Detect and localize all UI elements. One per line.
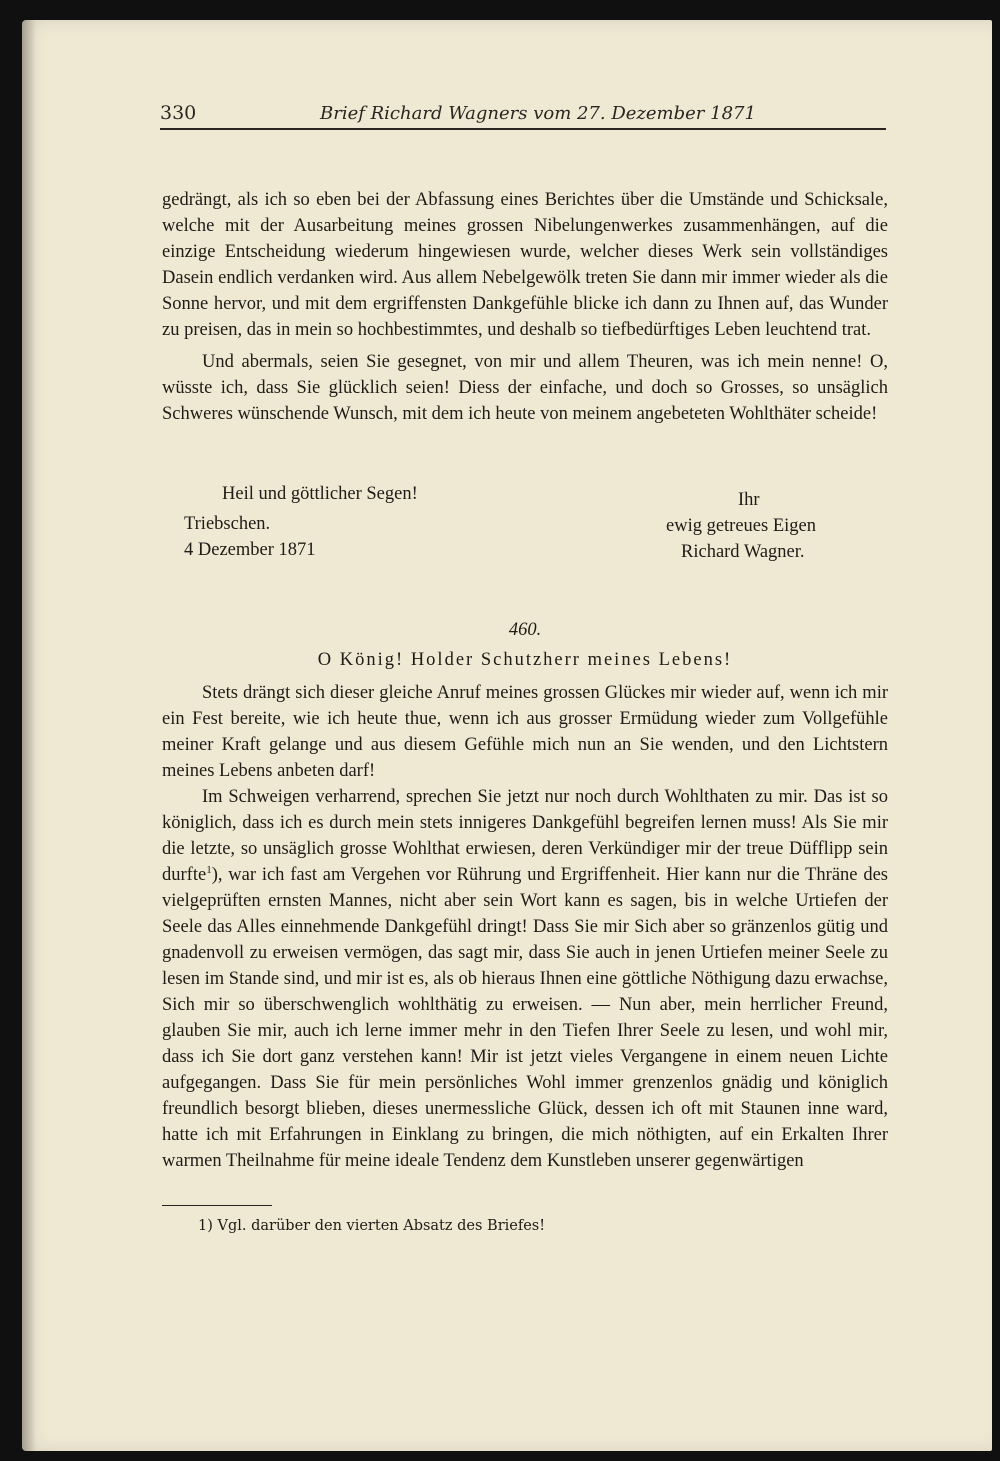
page-spine-shadow [22, 20, 36, 1451]
closing-line: Heil und göttlicher Segen! [222, 484, 418, 504]
paragraph-text: ), war ich fast am Vergehen vor Rührung und Ergriffenheit. Hier kann nur die Thräne des vielgeprüften ernsten Mannes, nicht aber sein Wort kann es sagen, bis in welche Urtiefen der Seele das Alles einnehmende Dankgefühl dringt! Dass Sie mir Sich aber so gränzenlos gütig und gnadenvoll zu erweisen vermögen, das sagt mir, dass Sie auch in jenen Urtiefen meiner Seele zu lesen im Stande sind, und mir ist es, als ob hieraus Ihnen eine göttliche Nöthigung dazu erwachse, Sich mir so überschwenglich wohlthätig zu erweisen. — Nun aber, mein herrlicher Freund, glauben Sie mir, auch ich lerne immer mehr in den Tiefen Ihrer Seele zu lesen, und wohl mir, dass ich Sie dort ganz verstehen kann! Mir ist jetzt vieles Vergangene in einem neuen Lichte aufgegangen. Dass Sie für mein persönliches Wohl immer grenzenlos gnädig und königlich freundlich besorgt blieben, dieses unermessliche Glück, dessen ich oft mit Staunen inne ward, hatte ich mit Erfahrungen in Einklang zu bringen, die mich nöthigten, auf ein Erkalten Ihrer warmen Theilnahme für meine ideale Tendenz dem Kunstleben unserer gegenwärtigen [162, 865, 888, 1171]
signature-line-1: Ihr [738, 490, 760, 510]
paragraph: Stets drängt sich dieser gleiche Anruf meines grossen Glückes mir wieder auf, wenn ich mir ein Fest bereite, wie ich heute thue, wenn ich aus grosser Ermüdung wieder zum Vollgefühle meiner Kraft gelange und aus diesem Gefühle mich nun an Sie wenden, und den Lichtstern meines Lebens anbeten darf! [162, 683, 888, 781]
signature-line-3: Richard Wagner. [681, 542, 805, 562]
paragraph: gedrängt, als ich so eben bei der Abfassung eines Berichtes über die Umstände und Schicksale, welche mit der Ausarbeitung meines grossen Nibelungenwerkes zusammenhängen, auf die einzige Entscheidung wiederum hingewiesen wurde, welcher dieses Werk sein vollständiges Dasein endlich verdanken wird. Aus allem Nebelgewölk treten Sie dann mir immer wieder als die Sonne hervor, und mit dem ergriffensten Dankgefühle blicke ich dann zu Ihnen auf, das Wunder zu preisen, das in mein so hochbestimmtes, und deshalb so tiefbedürftiges Leben leuchtend trat. [162, 190, 888, 340]
footnote-reference: 1 [206, 863, 212, 876]
letter-459-end [162, 187, 888, 427]
paragraph [162, 784, 888, 1174]
running-head: Brief Richard Wagners vom 27. Dezember 1871 [320, 103, 756, 124]
footnote-marker: 1) [198, 1218, 213, 1234]
footnote [198, 1218, 545, 1234]
footnote-text: Vgl. darüber den vierten Absatz des Briefes! [217, 1218, 546, 1234]
place-line: Triebschen. [184, 514, 271, 534]
paragraph: Und abermals, seien Sie gesegnet, von mir und allem Theuren, was ich mein nenne! O, wüsste ich, dass Sie glücklich seien! Diess der einfache, und doch so Grosses, so unsäglich Schweres wünschende Wunsch, mit dem ich heute von meinem angebeteten Wohlthäter scheide! [162, 352, 888, 424]
letter-number: 460. [508, 620, 542, 640]
page-number: 330 [160, 102, 197, 124]
page-header [160, 98, 886, 130]
signature-line-2: ewig getreues Eigen [666, 516, 816, 536]
letter-460-body [162, 680, 888, 1174]
date-line: 4 Dezember 1871 [184, 540, 316, 560]
salutation: O König! Holder Schutzherr meines Lebens! [317, 650, 733, 670]
footnote-rule [162, 1205, 272, 1206]
paragraph-text: Im Schweigen verharrend, sprechen Sie jetzt nur noch durch Wohlthaten zu mir. Das ist so königlich, dass ich es durch mein stets innigeres Dankgefühl begreifen lernen muss! Als Sie mir die letzte, so unsäglich grosse Wohlthat erwiesen, deren Verkündiger mir der treue Düfflipp sein durfte [162, 787, 888, 885]
